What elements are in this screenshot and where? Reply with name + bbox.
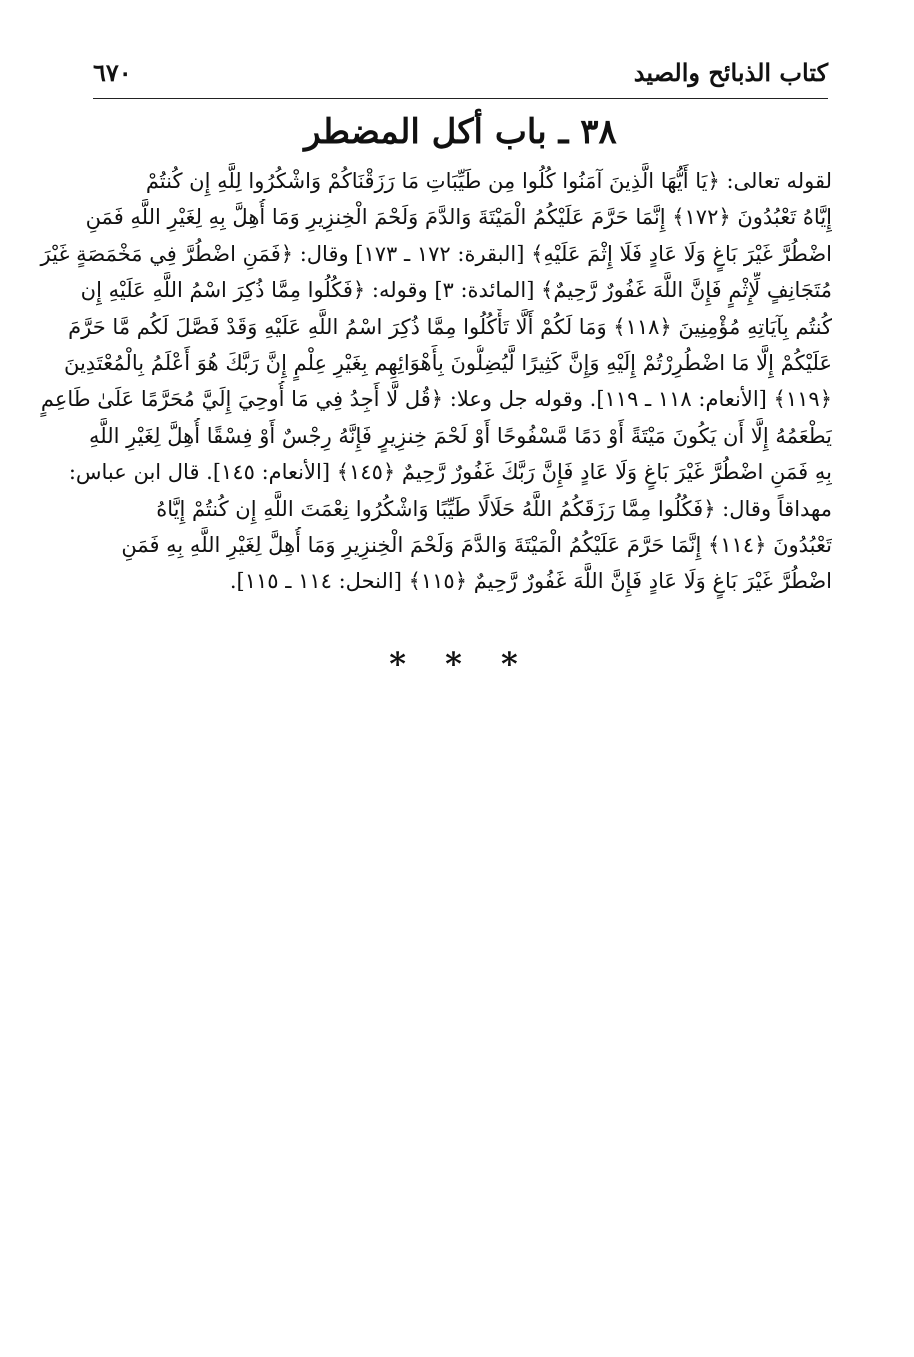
text-line: لقوله تعالى: ﴿يَا أَيُّهَا الَّذِينَ آمَنُوا كُلُوا مِن طَيِّبَاتِ مَا رَزَقْنَاكُمْ وَاشْكُرُوا لِلَّهِ إِن كُنتُمْ: [145, 169, 832, 193]
book-title: كتاب الذبائح والصيد: [633, 58, 828, 87]
page-number: ٦٧٠: [93, 58, 132, 87]
text-line: مهداقاً وقال: ﴿فَكُلُوا مِمَّا رَزَقَكُمُ اللَّهُ حَلَالًا طَيِّبًا وَاشْكُرُوا نِعْمَتَ اللَّهِ إِن كُنتُمْ إِيَّاهُ: [156, 496, 832, 521]
text-line: كُنتُم بِآيَاتِهِ مُؤْمِنِينَ ﴿١١٨﴾ وَمَا لَكُمْ أَلَّا تَأْكُلُوا مِمَّا ذُكِرَ اسْمُ اللَّهِ عَلَيْهِ وَقَدْ فَصَّلَ لَكُم مَّا حَرَّمَ: [68, 314, 832, 339]
text-line: اضْطُرَّ غَيْرَ بَاغٍ وَلَا عَادٍ فَإِنَّ اللَّهَ غَفُورٌ رَّحِيمٌ ﴿١١٥﴾ [النحل: ١١٤ ـ ١١٥].: [229, 569, 832, 594]
body-text: [36, 163, 832, 600]
text-line: عَلَيْكُمْ إِلَّا مَا اضْطُرِرْتُمْ إِلَيْهِ وَإِنَّ كَثِيرًا لَّيُضِلُّونَ بِأَهْوَائِهِم بِغَيْرِ عِلْمٍ إِنَّ رَبَّكَ هُوَ أَعْلَمُ بِالْمُعْتَدِينَ: [63, 351, 832, 376]
text-line: تَعْبُدُونَ ﴿١١٤﴾ إِنَّمَا حَرَّمَ عَلَيْكُمُ الْمَيْتَةَ وَالدَّمَ وَلَحْمَ الْخِنزِيرِ وَمَا أُهِلَّ لِغَيْرِ اللَّهِ بِهِ فَمَنِ: [121, 533, 832, 558]
section-divider: * * *: [389, 645, 532, 683]
chapter-title: ٣٨ ـ باب أكل المضطر: [304, 112, 617, 152]
text-line: يَطْعَمُهُ إِلَّا أَن يَكُونَ مَيْتَةً أَوْ دَمًا مَّسْفُوحًا أَوْ لَحْمَ خِنزِيرٍ فَإِنَّهُ رِجْسٌ أَوْ فِسْقًا أُهِلَّ لِغَيْرِ اللَّهِ: [88, 423, 832, 448]
text-line: بِهِ فَمَنِ اضْطُرَّ غَيْرَ بَاغٍ وَلَا عَادٍ فَإِنَّ رَبَّكَ غَفُورٌ رَّحِيمٌ ﴿١٤٥﴾ [الأنعام: ١٤٥]. قال ابن عباس:: [68, 460, 832, 485]
text-line: ﴿١١٩﴾ [الأنعام: ١١٨ ـ ١١٩]. وقوله جل وعلا: ﴿قُل لَّا أَجِدُ فِي مَا أُوحِيَ إِلَيَّ مُحَرَّمًا عَلَىٰ طَاعِمٍ: [40, 387, 832, 412]
running-header: [93, 58, 828, 99]
text-line: اضْطُرَّ غَيْرَ بَاغٍ وَلَا عَادٍ فَلَا إِثْمَ عَلَيْهِ﴾ [البقرة: ١٧٢ ـ ١٧٣] وقال: ﴿فَمَنِ اضْطُرَّ فِي مَخْمَصَةٍ غَيْرَ: [40, 241, 832, 266]
text-line: مُتَجَانِفٍ لِّإِثْمٍ فَإِنَّ اللَّهَ غَفُورٌ رَّحِيمٌ﴾ [المائدة: ٣] وقوله: ﴿فَكُلُوا مِمَّا ذُكِرَ اسْمُ اللَّهِ عَلَيْهِ إِن: [80, 278, 832, 303]
text-line: إِيَّاهُ تَعْبُدُونَ ﴿١٧٢﴾ إِنَّمَا حَرَّمَ عَلَيْكُمُ الْمَيْتَةَ وَالدَّمَ وَلَحْمَ الْخِنزِيرِ وَمَا أُهِلَّ بِهِ لِغَيْرِ اللَّهِ فَمَنِ: [85, 205, 832, 230]
